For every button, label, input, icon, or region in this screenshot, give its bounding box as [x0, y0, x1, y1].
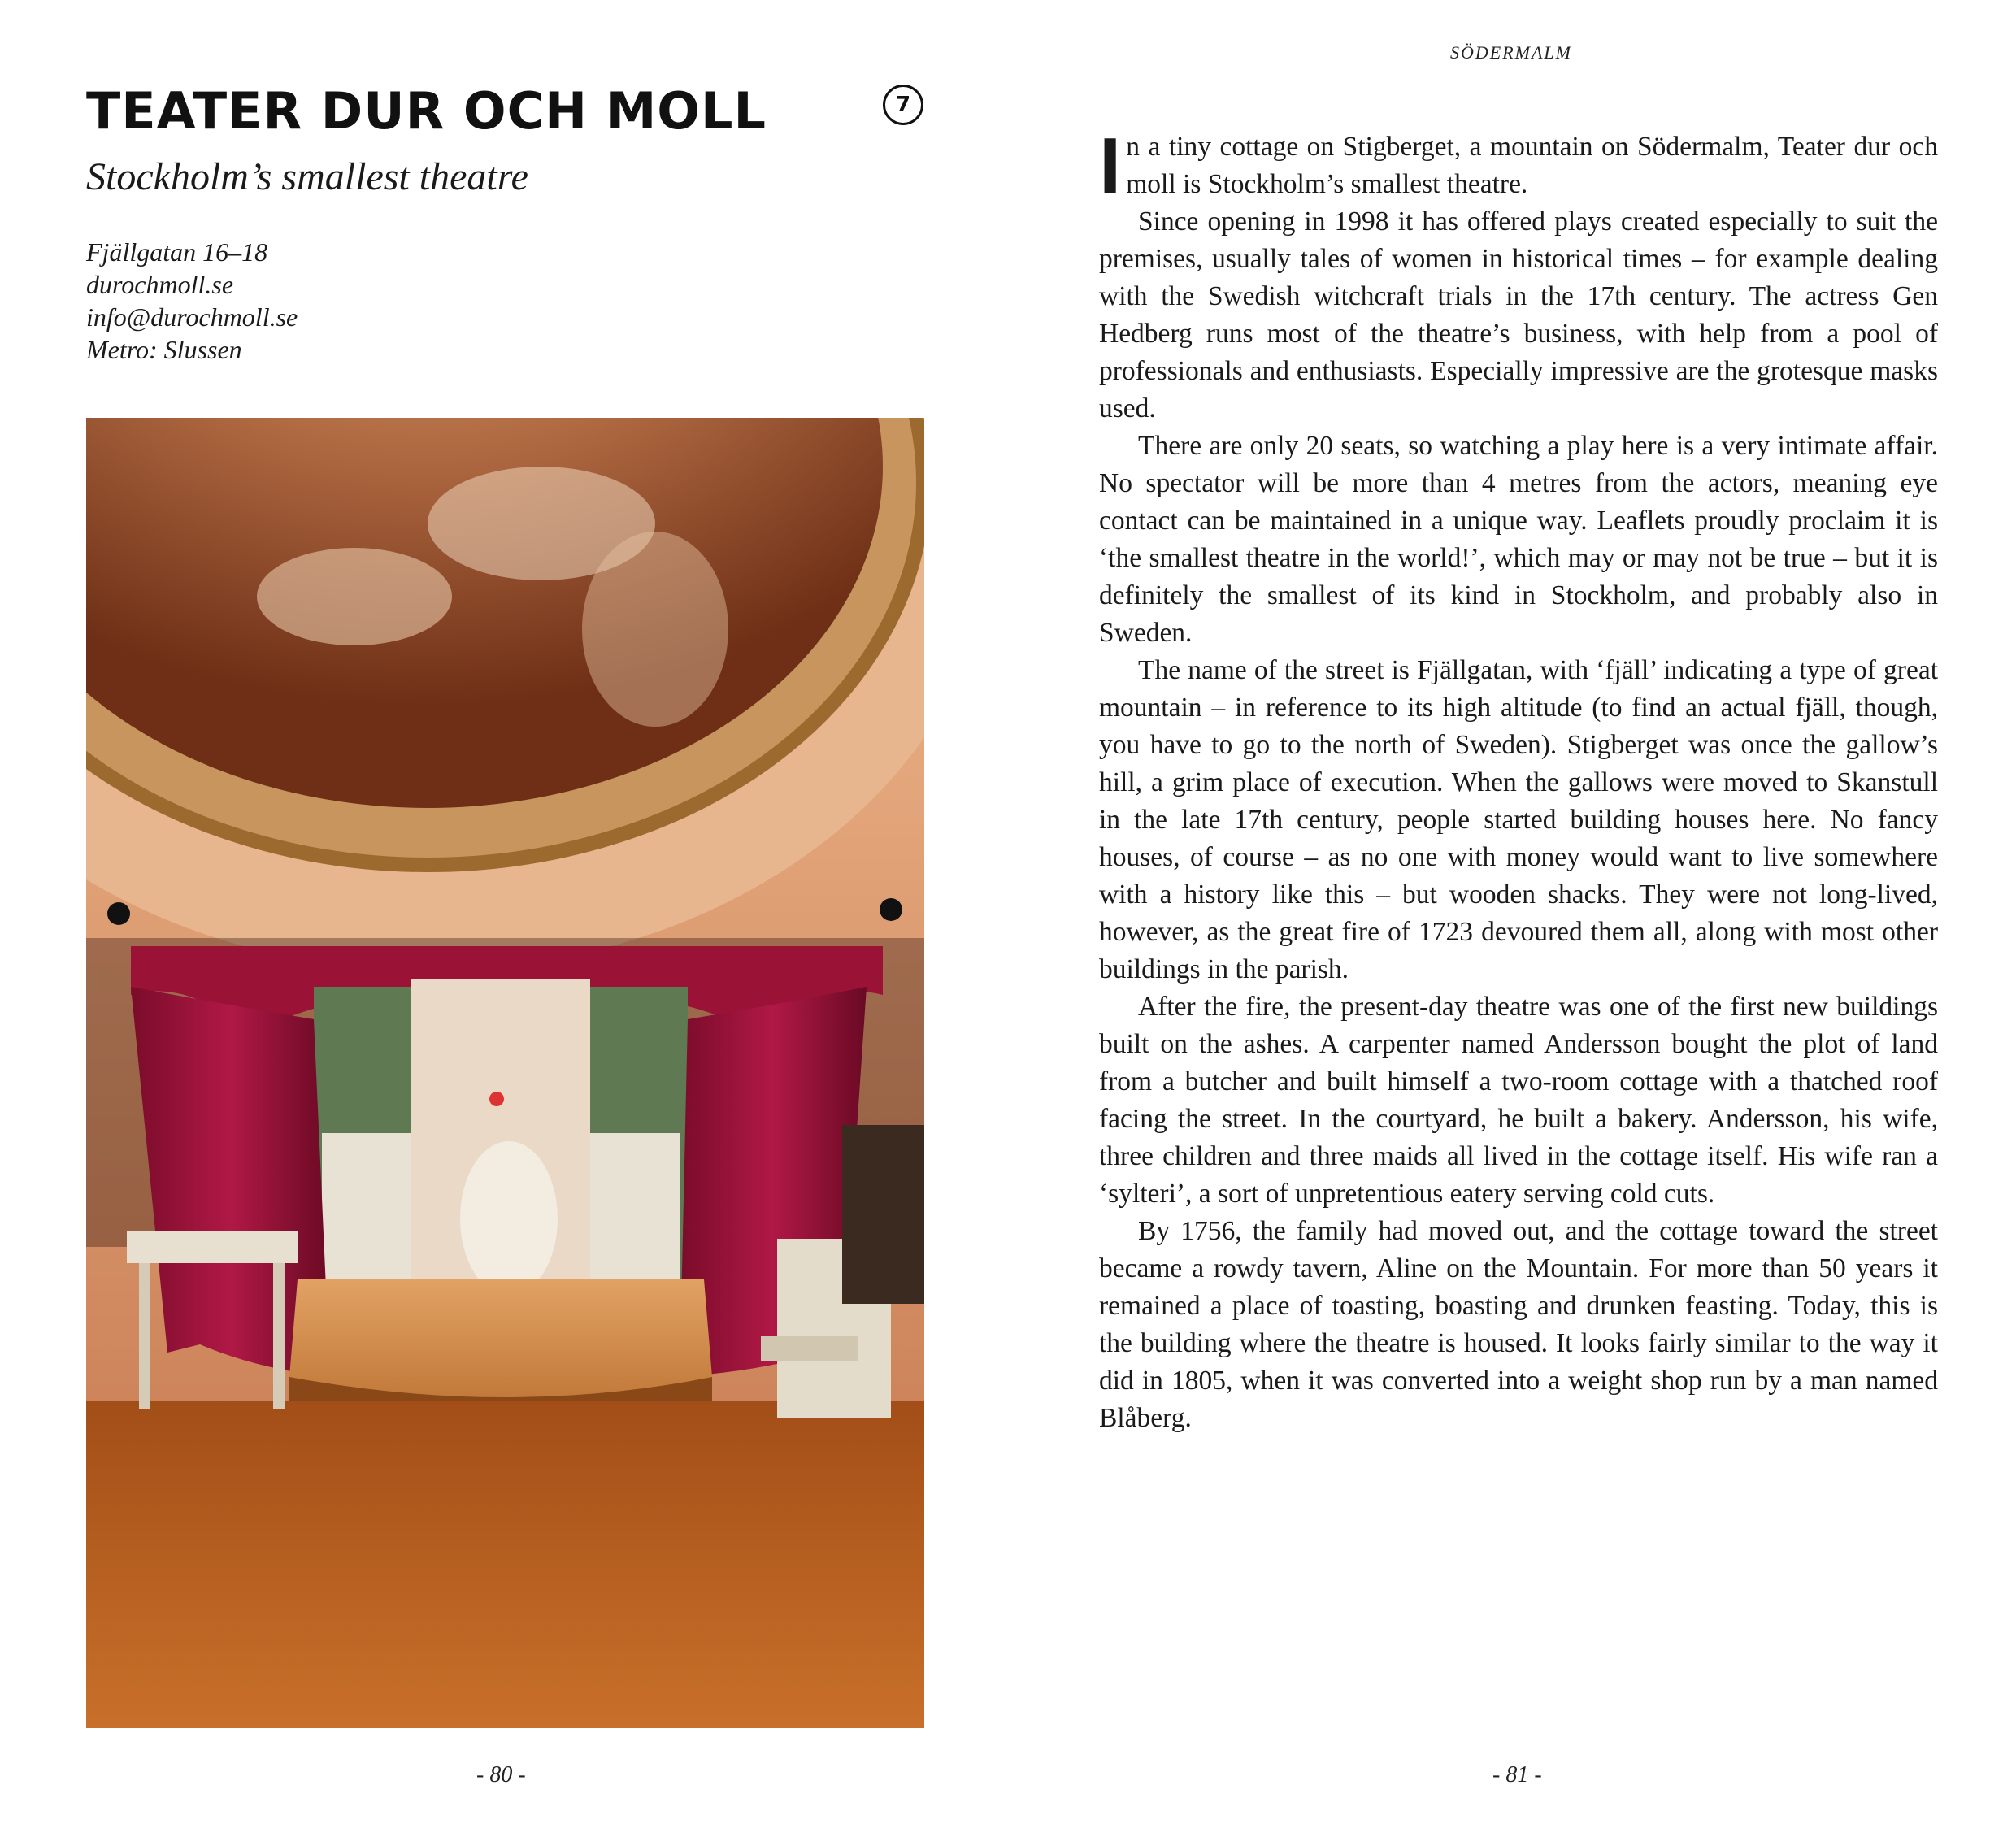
page-number: - 80 - [476, 1762, 526, 1787]
page-subtitle: Stockholm’s smallest theatre [86, 155, 528, 198]
page-title: TEATER DUR OCH MOLL [86, 81, 767, 141]
paragraph-3: There are only 20 seats, so watching a play here is a very intimate affair. No spectator will be more than 4 metres from the actors, meaning eye contact can be maintained in a unique way. Leaflets proudly proclaim it is ‘the smallest theatre in the world!’, which may or may not be true – but it is definitely the smallest of its kind in Stockholm, and probably also in Sweden. [1099, 431, 1938, 648]
paragraph-4: The name of the street is Fjällgatan, with ‘fjäll’ indicating a type of great mountain – in reference to its high altitude (to find an actual fjäll, though, you have to go to the north of Sweden). Stigberget was once the gallow’s hill, a grim place of execution. When the gallows were moved to Skanstull in the late 17th century, people started building houses here. No fancy houses, of course – as no one with money would want to live somewhere with a history like this – but wooden shacks. They were not long-lived, however, as the great fire of 1723 devoured them all, along with most other buildings in the parish. [1099, 655, 1938, 984]
paragraph-5: After the fire, the present-day theatre was one of the first new buildings built on the ashes. A carpenter named Andersson bought the plot of land from a butcher and built himself a two-room cottage with a thatched roof facing the street. In the courtyard, he built a bakery. Andersson, his wife, three children and three maids all lived in the cottage itself. His wife ran a ‘sylteri’, a sort of unpretentious eatery serving cold cuts. [1099, 992, 1938, 1209]
venue-info [86, 236, 298, 366]
article-body [1099, 121, 1938, 1437]
email: info@durochmoll.se [86, 302, 298, 332]
page-number: - 81 - [1492, 1762, 1542, 1787]
address: Fjällgatan 16–18 [86, 237, 268, 267]
running-head: SÖDERMALM [1450, 42, 1572, 63]
entry-number-badge: 7 [883, 85, 923, 125]
dropcap: I [1099, 121, 1122, 211]
paragraph-1-text: n a tiny cottage on Stigberget, a mountain on Södermalm, Teater dur och moll is Stockholm’s smallest theatre. [1126, 132, 1938, 199]
paragraph-1 [1099, 121, 1938, 211]
paragraph-2: Since opening in 1998 it has offered plays created especially to suit the premises, usually tales of women in historical times – for example dealing with the Swedish witchcraft trials in the 17th century. The actress Gen Hedberg runs most of the theatre’s business, with help from a pool of professionals and enthusiasts. Especially impressive are the grotesque masks used. [1099, 206, 1938, 423]
theatre-photo-illustration [86, 418, 924, 1728]
website: durochmoll.se [86, 270, 234, 299]
theatre-photo [86, 418, 924, 1728]
paragraph-6: By 1756, the family had moved out, and the cottage toward the street became a rowdy tavern, Aline on the Mountain. For more than 50 years it remained a place of toasting, boasting and drunken feasting. Today, this is the building where the theatre is housed. It looks fairly similar to the way it did in 1805, when it was converted into a weight shop run by a man named Blåberg. [1099, 1216, 1938, 1433]
metro: Metro: Slussen [86, 335, 242, 364]
